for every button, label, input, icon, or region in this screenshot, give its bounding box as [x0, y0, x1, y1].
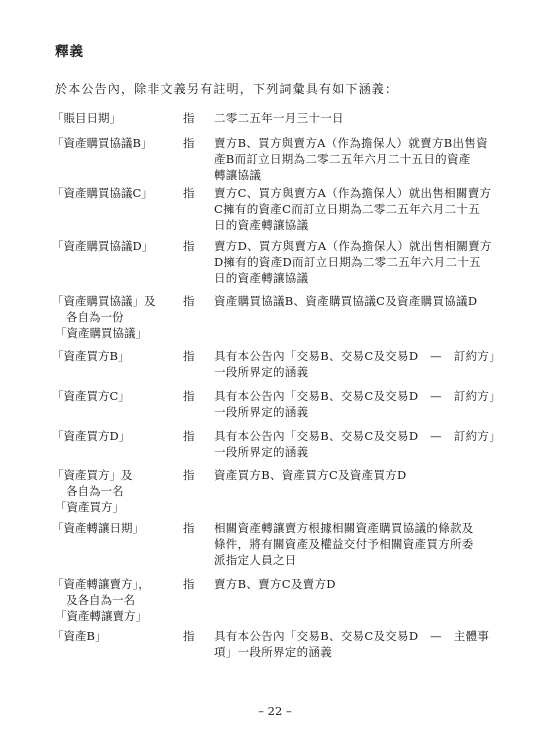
section-heading: 釋義: [55, 44, 84, 60]
term-line: 「資產B」: [52, 629, 107, 643]
definition-separator: 指: [183, 389, 195, 403]
definition-line: 賣方D、買方與賣方A（作為擔保人）就出售相關賣方: [214, 239, 492, 253]
definition-line: 一段所界定的涵義: [214, 365, 309, 379]
definition-line: 條件，將有關資產及權益交付予相關資產買方所委: [214, 537, 474, 551]
definition-term: [52, 467, 180, 515]
definition-separator: 指: [183, 239, 195, 253]
definition-line: D擁有的資產D而訂立日期為二零二五年六月二十五: [214, 255, 481, 269]
term-line: 「資產購買協議B」: [52, 136, 153, 150]
definition-term: [52, 576, 180, 624]
definition-text: [214, 576, 506, 592]
intro-text: 於本公告內，除非文義另有註明，下列詞彙具有如下涵義：: [55, 82, 399, 96]
definition-term: [52, 293, 180, 341]
term-line: 「賬目日期」: [52, 111, 121, 125]
definition-line: 賣方B、賣方C及賣方D: [214, 577, 336, 591]
term-line: 「資產轉讓賣方」，: [52, 577, 150, 591]
definition-text: [214, 467, 506, 483]
term-line: 「資產買方C」: [52, 389, 130, 403]
term-line: 「資產轉讓日期」: [52, 521, 144, 535]
definition-text: [214, 293, 506, 309]
definition-line: 派指定人員之日: [214, 553, 297, 567]
definition-text: [214, 388, 506, 420]
term-line: 各自為一份: [66, 310, 124, 324]
definition-term: [52, 428, 180, 444]
definition-line: 賣方B、買方與賣方A（作為擔保人）就賣方B出售資: [214, 136, 488, 150]
definition-term: [52, 348, 180, 364]
page-number: – 22 –: [258, 704, 292, 718]
term-line: 「資產轉讓賣方」: [55, 609, 147, 623]
definition-term: [52, 185, 180, 201]
definition-line: 具有本公告內「交易B、交易C及交易D — 訂約方」: [214, 389, 501, 403]
definition-separator: 指: [183, 111, 195, 125]
definition-line: 具有本公告內「交易B、交易C及交易D — 訂約方」: [214, 429, 501, 443]
definition-line: 一段所界定的涵義: [214, 445, 309, 459]
definition-text: [214, 110, 506, 126]
definition-separator: 指: [183, 629, 195, 643]
definition-separator: 指: [183, 136, 195, 150]
definition-text: [214, 628, 506, 660]
definition-line: 二零二五年一月三十一日: [214, 111, 344, 125]
definition-line: C擁有的資產C而訂立日期為二零二五年六月二十五: [214, 202, 480, 216]
definition-term: [52, 628, 180, 644]
term-line: 「資產買方」及: [52, 468, 133, 482]
term-line: 「資產購買協議D」: [52, 239, 154, 253]
term-line: 及各自為一名: [66, 593, 135, 607]
definition-separator: 指: [183, 294, 195, 308]
definition-line: 產B而訂立日期為二零二五年六月二十五日的資產: [214, 152, 471, 166]
definition-term: [52, 238, 180, 254]
definition-line: 具有本公告內「交易B、交易C及交易D — 主體事: [214, 629, 490, 643]
term-line: 「資產買方」: [55, 500, 124, 514]
definition-line: 轉讓協議: [214, 168, 262, 182]
definition-line: 具有本公告內「交易B、交易C及交易D — 訂約方」: [214, 349, 501, 363]
term-line: 「資產購買協議C」: [52, 186, 153, 200]
definition-separator: 指: [183, 577, 195, 591]
definition-line: 一段所界定的涵義: [214, 405, 309, 419]
definition-text: [214, 520, 506, 568]
definition-text: [214, 185, 506, 233]
term-line: 「資產購買協議」及: [52, 294, 156, 308]
definition-line: 資產買方B、資產買方C及資產買方D: [214, 468, 407, 482]
definition-line: 日的資產轉讓協議: [214, 271, 309, 285]
definition-term: [52, 388, 180, 404]
definition-line: 資產購買協議B、資產購買協議C及資產購買協議D: [214, 294, 478, 308]
term-line: 「資產購買協議」: [55, 326, 147, 340]
term-line: 「資產買方B」: [52, 349, 130, 363]
definition-line: 賣方C、買方與賣方A（作為擔保人）就出售相關賣方: [214, 186, 492, 200]
definition-line: 相關資產轉讓賣方根據相關資產購買協議的條款及: [214, 521, 474, 535]
term-line: 各自為一名: [66, 484, 124, 498]
definition-separator: 指: [183, 349, 195, 363]
term-line: 「資產買方D」: [52, 429, 131, 443]
definition-separator: 指: [183, 521, 195, 535]
definition-line: 項」一段所界定的涵義: [214, 645, 332, 659]
definition-term: [52, 135, 180, 151]
definition-text: [214, 348, 506, 380]
definition-text: [214, 238, 506, 286]
definition-term: [52, 520, 180, 536]
definition-separator: 指: [183, 468, 195, 482]
definition-separator: 指: [183, 186, 195, 200]
definition-term: [52, 110, 180, 126]
definition-separator: 指: [183, 429, 195, 443]
definition-text: [214, 428, 506, 460]
definition-line: 日的資產轉讓協議: [214, 218, 309, 232]
definition-text: [214, 135, 506, 183]
